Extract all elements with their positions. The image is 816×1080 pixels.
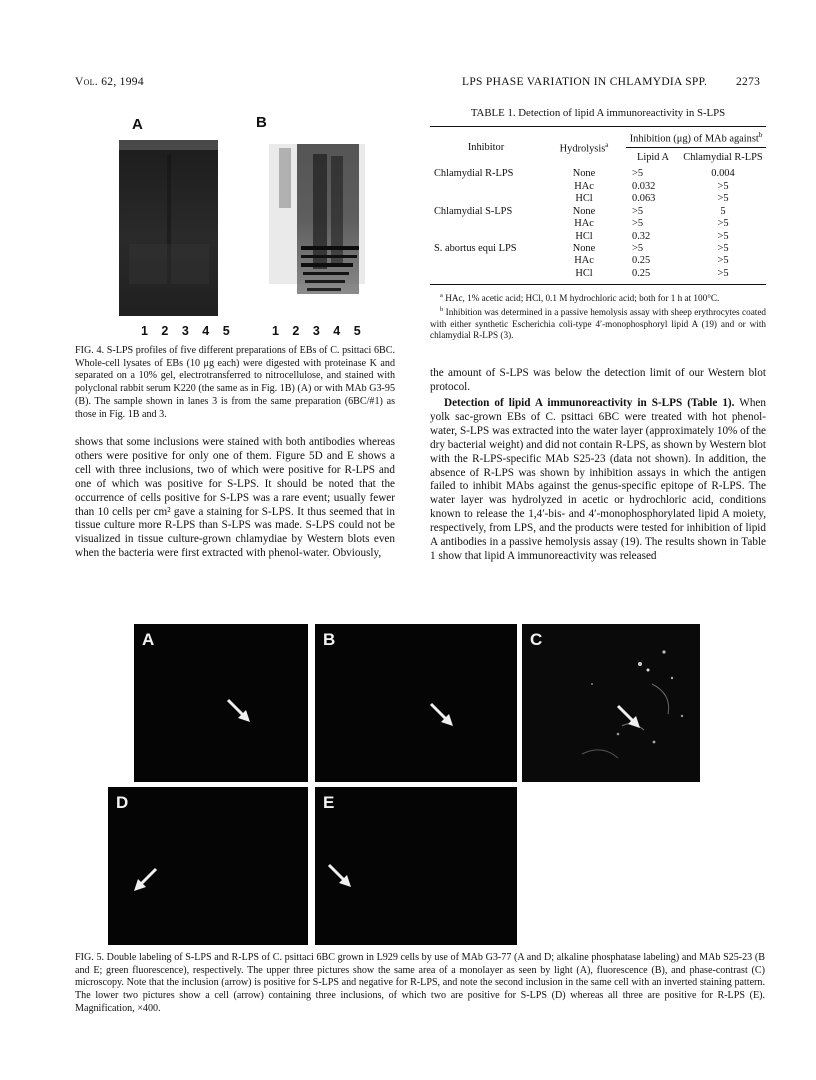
fig4-caption-text: S-LPS profiles of five different preparations of EBs of C. psittaci 6BC. Whole-cell lysates of EBs (10 μg each) were digested with proteinase K and separated on a 10% gel, electrotransferred to nitrocellulose, and stained with polyclonal rabbit serum K220 (the same as in Fig. 1B) (A) or with MAb G3-95 (B). The sample shown in lanes 3 is from the same preparation (6BC/#1) as those in Fig. 1B and 3. <box>75 345 395 420</box>
fig4-caption <box>75 345 395 421</box>
table-cell-hydrolysis: None <box>572 205 596 217</box>
table-cell-lipid-a: >5 <box>632 168 644 180</box>
table-cell-inhibitor <box>430 218 542 230</box>
table-cell-hydrolysis: HCl <box>575 230 593 242</box>
fig5-caption-text: Double labeling of S-LPS and R-LPS of C. psittaci 6BC grown in L929 cells by use of MAb G3-77 (A and D; alkaline phosphatase labeling) and MAb S25-23 (B and E; green fluorescence), respectively. The upper three pictures show the same area of a monolayer as seen by light (A), fluorescence (B), and phase-contrast (C) microscopy. Note that the inclusion (arrow) is positive for S-LPS and negative for R-LPS, and note the second inclusion in the same cell with an inverted staining pattern. The lower two pictures show a cell (arrow) containing three inclusions, of which two are positive for S-LPS (D) whereas all three are positive for R-LPS (E). Magnification, ×400. <box>75 952 765 1014</box>
table-cell-lipid-a: 0.063 <box>632 193 656 205</box>
table-1-col-hydrolysis: Hydrolysis$^a$ <box>559 141 609 155</box>
table-cell-rlps: >5 <box>717 218 729 230</box>
table-cell-rlps: 0.004 <box>711 168 735 180</box>
table-cell-hydrolysis: HAc <box>574 180 594 192</box>
table-1 <box>430 107 766 341</box>
fig5-panel-b-label: B <box>323 630 336 649</box>
fig5-caption <box>75 952 765 1016</box>
table-row <box>430 231 766 243</box>
table-cell-rlps: >5 <box>717 180 729 192</box>
fig4-caption-label: FIG. 4. <box>75 345 105 356</box>
table-1-grid <box>430 127 766 280</box>
fig5-panel-b <box>315 624 517 782</box>
table-1-body <box>430 168 766 280</box>
blot-b <box>269 144 365 294</box>
running-title: LPS PHASE VARIATION IN CHLAMYDIA SPP. <box>462 76 708 88</box>
right-column-paragraph-2: Detection of lipid A immunoreactivity in S-LPS (Table 1). When yolk sac-grown EBs of C. psittaci 6BC were treated with hot phenol-water, S-LPS was extracted into the water layer (approximately 10% of the dry bacterial weight) and did not contain R-LPS, as shown by Western blot with the R-LPS-specific MAb S25-23 (data not shown). In addition, the absence of R-LPS was shown by inhibition assays in which the antigen failed to inhibit MAbs against the genus-specific epitope of R-LPS. The water layer was hydrolyzed in acetic or hydrochloric acid, conditions known to release the 1,4′-bis- and 4′-monophosphorylated lipid A moiety, respectively, from LPS, and the products were tested for inhibition of lipid A antibodies in a passive hemolysis assay (19). The results shown in Table 1 show that lipid A immunoreactivity was released <box>430 397 766 562</box>
table-1-col-chlamydial-rlps: Chlamydial R-LPS <box>683 152 763 164</box>
fig5-panel-d-label: D <box>116 793 129 812</box>
fig5-caption-label: FIG. 5. <box>75 952 105 963</box>
arrow-icon <box>325 861 355 891</box>
table-cell-rlps: >5 <box>717 255 729 267</box>
table-cell-rlps: >5 <box>717 230 729 242</box>
table-row <box>430 206 766 218</box>
table-row <box>430 268 766 280</box>
table-cell-lipid-a: >5 <box>632 218 644 230</box>
table-cell-hydrolysis: None <box>572 242 596 254</box>
fig5-panel-c <box>522 624 700 782</box>
table-cell-inhibitor <box>430 193 542 205</box>
table-cell-inhibitor: S. abortus equi LPS <box>434 242 517 254</box>
table-cell-lipid-a: >5 <box>632 242 644 254</box>
arrow-icon <box>427 700 457 730</box>
table-cell-inhibitor <box>430 181 542 193</box>
arrow-icon <box>614 702 644 732</box>
table-cell-inhibitor <box>430 231 542 243</box>
figure-4 <box>75 108 395 348</box>
table-row <box>430 218 766 230</box>
table-1-footnote-b: $^b$ Inhibition was determined in a passive hemolysis assay with sheep erythrocytes coated with either synthetic Escherichia coli-type 4′-monophosphoryl lipid A (19) and or with chlamydial R-LPS (3). <box>430 306 767 340</box>
table-cell-lipid-a: 0.032 <box>632 180 656 192</box>
fig5-panel-a-label: A <box>142 630 155 649</box>
table-cell-lipid-a: 0.32 <box>632 230 651 242</box>
table-cell-rlps: 5 <box>720 205 726 217</box>
fig5-panel-e <box>315 787 517 945</box>
page-number: 2273 <box>736 76 761 88</box>
table-row <box>430 168 766 180</box>
volume-header: Vol. 62, 1994 <box>75 76 144 88</box>
table-1-footnote-a: $^a$ HAc, 1% acetic acid; HCl, 0.1 M hydrochloric acid; both for 1 h at 100°C. <box>440 292 720 304</box>
left-column-paragraph: shows that some inclusions were stained with both antibodies whereas others were positive for only one of them. Figure 5D and E shows a cell with three inclusions, two of which were positive for R-LPS and one of which was positive for S-LPS. It should be noted that the occurrence of cells positive for S-LPS was a rare event; usually fewer than 10 cells per cm² gave a staining for S-LPS. It thus seemed that in tissue culture more R-LPS than S-LPS was made. S-LPS could not be visualized in tissue culture-grown chlamydiae by Western blots even when the bacteria were first extracted with phenol-water. Obviously, <box>75 436 395 560</box>
western-blot-images <box>75 134 395 324</box>
fig4-lane-labels-a: 1 2 3 4 5 <box>141 324 235 338</box>
fig5-panel-c-label: C <box>530 630 543 649</box>
table-cell-rlps: >5 <box>717 242 729 254</box>
table-cell-lipid-a: 0.25 <box>632 255 651 267</box>
table-cell-rlps: >5 <box>717 193 729 205</box>
fig5-panel-a <box>134 624 308 782</box>
table-cell-rlps: >5 <box>717 267 729 279</box>
table-1-col-lipid-a: Lipid A <box>636 152 670 164</box>
phase-contrast-texture <box>522 624 700 782</box>
table-cell-inhibitor <box>430 268 542 280</box>
table-cell-lipid-a: 0.25 <box>632 267 651 279</box>
table-1-hydrolysis-footnote-mark: a <box>605 141 609 149</box>
fig4-panel-a-label: A <box>132 116 143 133</box>
table-1-col-inhibition: Inhibition (μg) of MAb against$^b$ <box>626 127 766 148</box>
fig5-panel-e-label: E <box>323 793 335 812</box>
blot-a <box>119 140 218 316</box>
right-column-paragraph-1: the amount of S-LPS was below the detection limit of our Western blot protocol. <box>430 367 766 393</box>
fig4-panel-b-label: B <box>256 114 267 131</box>
fig5-panel-d <box>108 787 308 945</box>
table-1-col-inhibitor: Inhibitor <box>467 142 505 154</box>
table-cell-hydrolysis: HCl <box>575 267 593 279</box>
table-1-inhibition-footnote-mark: b <box>758 131 763 139</box>
arrow-icon <box>224 696 254 726</box>
table-cell-lipid-a: >5 <box>632 205 644 217</box>
table-cell-inhibitor <box>430 255 542 267</box>
table-row <box>430 193 766 205</box>
table-row <box>430 243 766 255</box>
table-cell-hydrolysis: HCl <box>575 193 593 205</box>
table-row <box>430 181 766 193</box>
table-1-header-row <box>430 127 766 148</box>
arrow-icon <box>130 865 160 895</box>
section-heading-lipid-a: Detection of lipid A immunoreactivity in S-LPS (Table 1). <box>444 397 735 409</box>
table-cell-inhibitor: Chlamydial R-LPS <box>434 168 514 180</box>
table-cell-hydrolysis: HAc <box>574 218 594 230</box>
table-row <box>430 255 766 267</box>
table-cell-hydrolysis: None <box>572 168 596 180</box>
fig4-lane-labels-b: 1 2 3 4 5 <box>272 324 366 338</box>
table-cell-hydrolysis: HAc <box>574 255 594 267</box>
table-cell-inhibitor: Chlamydial S-LPS <box>434 205 513 217</box>
table-1-title: TABLE 1. Detection of lipid A immunoreactivity in S-LPS <box>470 107 726 119</box>
